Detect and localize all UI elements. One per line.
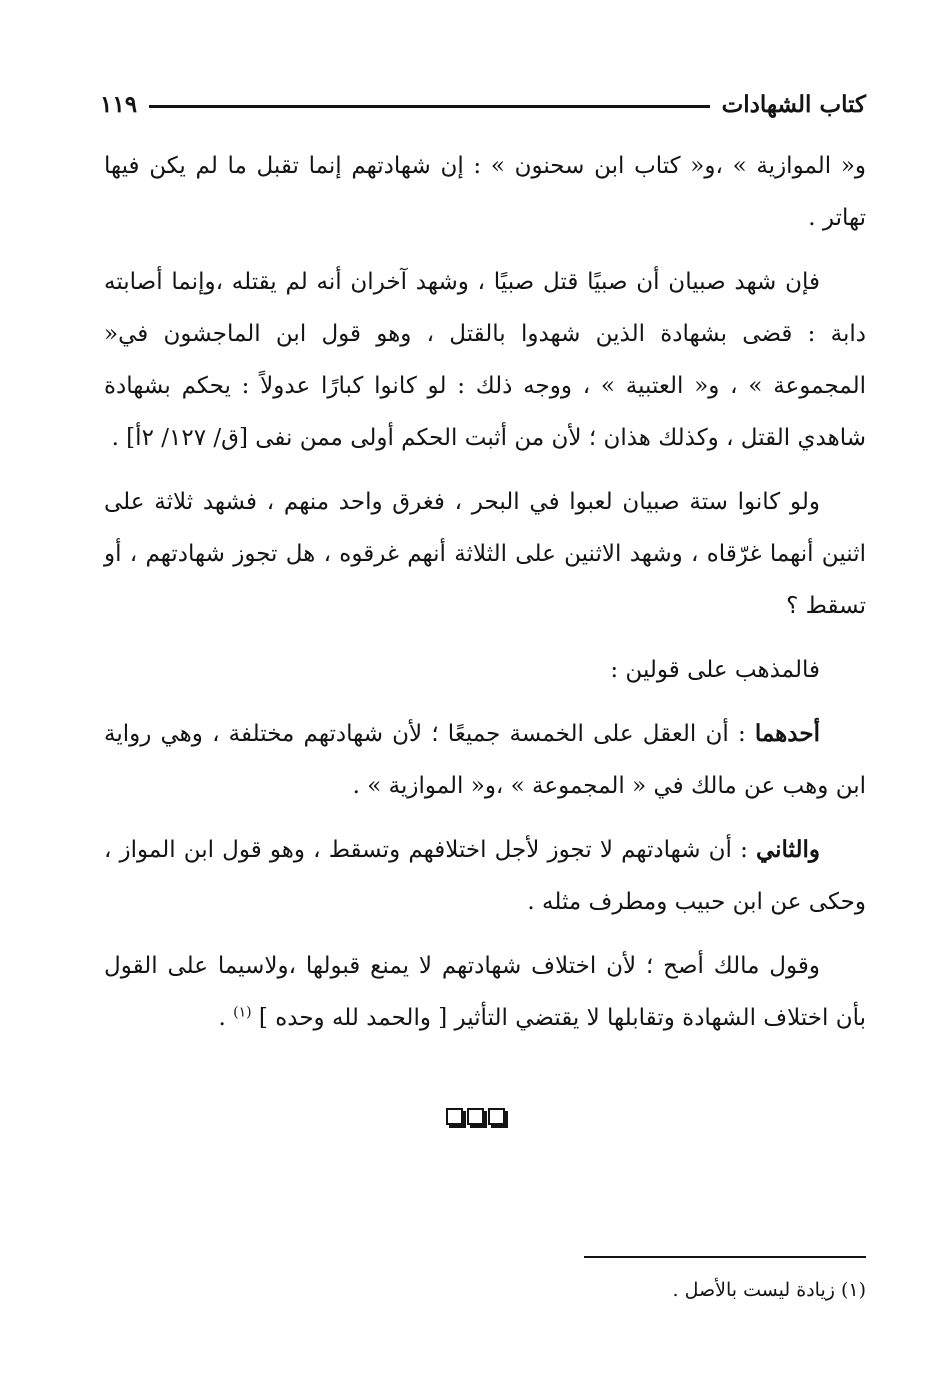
paragraph-text: فإن شهد صبيان أن صبيًا قتل صبيًا ، وشهد آخران أنه لم يقتله ،وإنما أصابته دابة : قضى بشهادة الذين شهدوا بالقتل ، وهو قول ابن الماجشون في« المجموعة » ، و« العتبية » ، ووجه ذلك : لو كانوا كبارًا عدولاً : يحكم بشهادة شاهدي القتل ، وكذلك هذان ؛ لأن من أثبت الحكم أولى ممن نفى [ق/ ١٢٧/ ٢أ] . xyxy=(104,269,866,451)
paragraph xyxy=(104,256,866,464)
square-ornament-icon xyxy=(446,1108,463,1125)
paragraph-text: : أن شهادتهم لا تجوز لأجل اختلافهم وتسقط ، وهو قول ابن المواز ، وحكى عن ابن حبيب ومطرف مثله . xyxy=(104,837,866,915)
square-ornament-icon xyxy=(488,1108,505,1125)
body-text xyxy=(104,140,866,1056)
paragraph-lead: أحدهما xyxy=(754,720,820,747)
square-ornament-icon xyxy=(467,1108,484,1125)
end-ornament xyxy=(0,1108,950,1125)
paragraph xyxy=(104,476,866,632)
paragraph-tail: . xyxy=(218,1005,234,1031)
paragraph-text: : أن العقل على الخمسة جميعًا ؛ لأن شهادتهم مختلفة ، وهي رواية ابن وهب عن مالك في « المجموعة » ،و« الموازية » . xyxy=(104,721,866,799)
paragraph xyxy=(104,824,866,928)
paragraph-text: فالمذهب على قولين : xyxy=(610,657,820,683)
footnote: (١) زيادة ليست بالأصل . xyxy=(672,1279,866,1301)
footnote-reference[interactable]: (١) xyxy=(233,1004,252,1021)
book-title: كتاب الشهادات xyxy=(721,90,866,118)
paragraph xyxy=(104,140,866,244)
running-header xyxy=(100,84,866,124)
paragraph xyxy=(104,940,866,1044)
paragraph xyxy=(104,708,866,812)
footnote-rule xyxy=(584,1256,866,1258)
paragraph xyxy=(104,644,866,696)
paragraph-text: ولو كانوا ستة صبيان لعبوا في البحر ، فغرق واحد منهم ، فشهد ثلاثة على اثنين أنهما غرّقاه ، وشهد الاثنين على الثلاثة أنهم غرقوه ، هل تجوز شهادتهم ، أو تسقط ؟ xyxy=(104,489,866,619)
paragraph-lead: والثاني xyxy=(755,836,820,863)
paragraph-text: وقول مالك أصح ؛ لأن اختلاف شهادتهم لا يمنع قبولها ،ولاسيما على القول بأن اختلاف الشهادة وتقابلها لا يقتضي التأثير [ والحمد لله وحده ] xyxy=(104,953,866,1031)
paragraph-text: و« الموازية » ،و« كتاب ابن سحنون » : إن شهادتهم إنما تقبل ما لم يكن فيها تهاتر . xyxy=(104,153,866,231)
page-number: ١١٩ xyxy=(100,90,138,118)
header-rule xyxy=(149,105,710,108)
